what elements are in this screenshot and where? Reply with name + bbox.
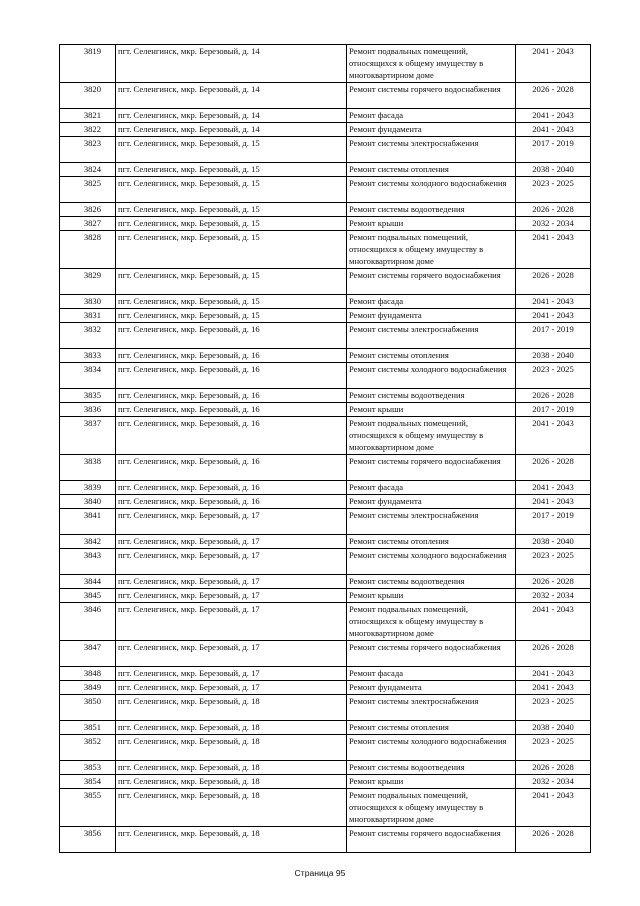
row-number: 3851: [60, 721, 116, 735]
period-cell: 2032 - 2034: [516, 775, 591, 789]
row-number: 3829: [60, 269, 116, 295]
address-cell: пгт. Селенгинск, мкр. Березовый, д. 16: [116, 389, 347, 403]
row-number: 3856: [60, 827, 116, 853]
period-cell: 2041 - 2043: [516, 45, 591, 83]
table-row: [60, 309, 591, 323]
address-cell: пгт. Селенгинск, мкр. Березовый, д. 16: [116, 417, 347, 455]
address-cell: пгт. Селенгинск, мкр. Березовый, д. 14: [116, 123, 347, 137]
row-number: 3823: [60, 137, 116, 163]
address-cell: пгт. Селенгинск, мкр. Березовый, д. 15: [116, 217, 347, 231]
work-type-cell: Ремонт системы водоотведения: [347, 389, 516, 403]
address-cell: пгт. Селенгинск, мкр. Березовый, д. 17: [116, 589, 347, 603]
period-cell: 2026 - 2028: [516, 455, 591, 481]
work-type-cell: Ремонт системы холодного водоснабжения: [347, 735, 516, 761]
period-cell: 2041 - 2043: [516, 109, 591, 123]
address-cell: пгт. Селенгинск, мкр. Березовый, д. 18: [116, 695, 347, 721]
row-number: 3825: [60, 177, 116, 203]
row-number: 3836: [60, 403, 116, 417]
period-cell: 2041 - 2043: [516, 495, 591, 509]
work-type-cell: Ремонт подвальных помещений, относящихся к общему имуществу в многоквартирном доме: [347, 45, 516, 83]
address-cell: пгт. Селенгинск, мкр. Березовый, д. 15: [116, 163, 347, 177]
period-cell: 2038 - 2040: [516, 535, 591, 549]
table-row: [60, 295, 591, 309]
table-row: [60, 403, 591, 417]
table-row: [60, 363, 591, 389]
table-row: [60, 269, 591, 295]
period-cell: 2032 - 2034: [516, 589, 591, 603]
row-number: 3845: [60, 589, 116, 603]
work-type-cell: Ремонт фундамента: [347, 681, 516, 695]
table-row: [60, 45, 591, 83]
table-row: [60, 109, 591, 123]
period-cell: 2041 - 2043: [516, 309, 591, 323]
period-cell: 2017 - 2019: [516, 403, 591, 417]
row-number: 3824: [60, 163, 116, 177]
work-type-cell: Ремонт системы холодного водоснабжения: [347, 363, 516, 389]
address-cell: пгт. Селенгинск, мкр. Березовый, д. 15: [116, 203, 347, 217]
address-cell: пгт. Селенгинск, мкр. Березовый, д. 17: [116, 535, 347, 549]
work-type-cell: Ремонт фасада: [347, 295, 516, 309]
period-cell: 2017 - 2019: [516, 509, 591, 535]
address-cell: пгт. Селенгинск, мкр. Березовый, д. 17: [116, 603, 347, 641]
table-row: [60, 535, 591, 549]
period-cell: 2023 - 2025: [516, 549, 591, 575]
address-cell: пгт. Селенгинск, мкр. Березовый, д. 16: [116, 495, 347, 509]
address-cell: пгт. Селенгинск, мкр. Березовый, д. 16: [116, 363, 347, 389]
period-cell: 2026 - 2028: [516, 389, 591, 403]
period-cell: 2041 - 2043: [516, 667, 591, 681]
address-cell: пгт. Селенгинск, мкр. Березовый, д. 15: [116, 269, 347, 295]
work-type-cell: Ремонт фасада: [347, 481, 516, 495]
row-number: 3839: [60, 481, 116, 495]
work-type-cell: Ремонт крыши: [347, 589, 516, 603]
table-row: [60, 495, 591, 509]
address-cell: пгт. Селенгинск, мкр. Березовый, д. 18: [116, 761, 347, 775]
table-row: [60, 589, 591, 603]
work-type-cell: Ремонт системы отопления: [347, 163, 516, 177]
work-type-cell: Ремонт фундамента: [347, 123, 516, 137]
work-type-cell: Ремонт системы водоотведения: [347, 761, 516, 775]
table-row: [60, 417, 591, 455]
address-cell: пгт. Селенгинск, мкр. Березовый, д. 18: [116, 735, 347, 761]
table-row: [60, 389, 591, 403]
table-row: [60, 203, 591, 217]
row-number: 3830: [60, 295, 116, 309]
address-cell: пгт. Селенгинск, мкр. Березовый, д. 18: [116, 827, 347, 853]
address-cell: пгт. Селенгинск, мкр. Березовый, д. 16: [116, 403, 347, 417]
address-cell: пгт. Селенгинск, мкр. Березовый, д. 14: [116, 109, 347, 123]
table-row: [60, 83, 591, 109]
period-cell: 2026 - 2028: [516, 269, 591, 295]
row-number: 3854: [60, 775, 116, 789]
address-cell: пгт. Селенгинск, мкр. Березовый, д. 16: [116, 481, 347, 495]
period-cell: 2041 - 2043: [516, 681, 591, 695]
work-type-cell: Ремонт фундамента: [347, 309, 516, 323]
table-row: [60, 177, 591, 203]
work-type-cell: Ремонт системы электроснабжения: [347, 695, 516, 721]
period-cell: 2041 - 2043: [516, 231, 591, 269]
row-number: 3834: [60, 363, 116, 389]
address-cell: пгт. Селенгинск, мкр. Березовый, д. 17: [116, 681, 347, 695]
period-cell: 2041 - 2043: [516, 603, 591, 641]
period-cell: 2038 - 2040: [516, 721, 591, 735]
period-cell: 2023 - 2025: [516, 695, 591, 721]
row-number: 3842: [60, 535, 116, 549]
period-cell: 2041 - 2043: [516, 417, 591, 455]
work-type-cell: Ремонт крыши: [347, 217, 516, 231]
table-row: [60, 349, 591, 363]
work-type-cell: Ремонт системы горячего водоснабжения: [347, 455, 516, 481]
row-number: 3844: [60, 575, 116, 589]
table-body: [60, 45, 591, 853]
row-number: 3847: [60, 641, 116, 667]
work-type-cell: Ремонт системы электроснабжения: [347, 509, 516, 535]
row-number: 3827: [60, 217, 116, 231]
table-row: [60, 509, 591, 535]
table-row: [60, 481, 591, 495]
work-type-cell: Ремонт крыши: [347, 775, 516, 789]
period-cell: 2026 - 2028: [516, 827, 591, 853]
row-number: 3852: [60, 735, 116, 761]
table-row: [60, 827, 591, 853]
row-number: 3846: [60, 603, 116, 641]
period-cell: 2032 - 2034: [516, 217, 591, 231]
work-type-cell: Ремонт системы холодного водоснабжения: [347, 177, 516, 203]
work-type-cell: Ремонт подвальных помещений, относящихся к общему имуществу в многоквартирном доме: [347, 417, 516, 455]
work-type-cell: Ремонт фасада: [347, 667, 516, 681]
table-row: [60, 575, 591, 589]
row-number: 3840: [60, 495, 116, 509]
row-number: 3849: [60, 681, 116, 695]
table-row: [60, 641, 591, 667]
address-cell: пгт. Селенгинск, мкр. Березовый, д. 16: [116, 455, 347, 481]
row-number: 3838: [60, 455, 116, 481]
table-row: [60, 775, 591, 789]
period-cell: 2023 - 2025: [516, 735, 591, 761]
period-cell: 2026 - 2028: [516, 575, 591, 589]
row-number: 3831: [60, 309, 116, 323]
table-row: [60, 603, 591, 641]
work-type-cell: Ремонт системы водоотведения: [347, 203, 516, 217]
table-row: [60, 549, 591, 575]
table-row: [60, 761, 591, 775]
address-cell: пгт. Селенгинск, мкр. Березовый, д. 15: [116, 231, 347, 269]
period-cell: 2026 - 2028: [516, 203, 591, 217]
table-row: [60, 323, 591, 349]
table-row: [60, 789, 591, 827]
address-cell: пгт. Селенгинск, мкр. Березовый, д. 14: [116, 45, 347, 83]
period-cell: 2026 - 2028: [516, 641, 591, 667]
address-cell: пгт. Селенгинск, мкр. Березовый, д. 16: [116, 349, 347, 363]
row-number: 3822: [60, 123, 116, 137]
table-row: [60, 163, 591, 177]
work-type-cell: Ремонт системы горячего водоснабжения: [347, 827, 516, 853]
work-type-cell: Ремонт фасада: [347, 109, 516, 123]
address-cell: пгт. Селенгинск, мкр. Березовый, д. 18: [116, 721, 347, 735]
period-cell: 2038 - 2040: [516, 163, 591, 177]
work-type-cell: Ремонт фундамента: [347, 495, 516, 509]
row-number: 3832: [60, 323, 116, 349]
work-type-cell: Ремонт системы водоотведения: [347, 575, 516, 589]
work-type-cell: Ремонт крыши: [347, 403, 516, 417]
work-type-cell: Ремонт системы холодного водоснабжения: [347, 549, 516, 575]
table-row: [60, 667, 591, 681]
address-cell: пгт. Селенгинск, мкр. Березовый, д. 15: [116, 309, 347, 323]
row-number: 3837: [60, 417, 116, 455]
work-type-cell: Ремонт системы электроснабжения: [347, 323, 516, 349]
period-cell: 2038 - 2040: [516, 349, 591, 363]
work-type-cell: Ремонт подвальных помещений, относящихся к общему имуществу в многоквартирном доме: [347, 789, 516, 827]
address-cell: пгт. Селенгинск, мкр. Березовый, д. 17: [116, 549, 347, 575]
table-row: [60, 721, 591, 735]
address-cell: пгт. Селенгинск, мкр. Березовый, д. 15: [116, 177, 347, 203]
table-row: [60, 695, 591, 721]
address-cell: пгт. Селенгинск, мкр. Березовый, д. 15: [116, 295, 347, 309]
row-number: 3819: [60, 45, 116, 83]
period-cell: 2017 - 2019: [516, 323, 591, 349]
table-row: [60, 681, 591, 695]
period-cell: 2041 - 2043: [516, 481, 591, 495]
row-number: 3855: [60, 789, 116, 827]
row-number: 3820: [60, 83, 116, 109]
work-type-cell: Ремонт системы отопления: [347, 721, 516, 735]
period-cell: 2026 - 2028: [516, 83, 591, 109]
table-row: [60, 123, 591, 137]
period-cell: 2041 - 2043: [516, 123, 591, 137]
table-row: [60, 735, 591, 761]
address-cell: пгт. Селенгинск, мкр. Березовый, д. 17: [116, 641, 347, 667]
work-type-cell: Ремонт системы отопления: [347, 349, 516, 363]
row-number: 3821: [60, 109, 116, 123]
repair-schedule-table: [59, 44, 591, 853]
period-cell: 2041 - 2043: [516, 295, 591, 309]
row-number: 3835: [60, 389, 116, 403]
row-number: 3843: [60, 549, 116, 575]
work-type-cell: Ремонт системы горячего водоснабжения: [347, 269, 516, 295]
row-number: 3850: [60, 695, 116, 721]
table-row: [60, 217, 591, 231]
period-cell: 2023 - 2025: [516, 363, 591, 389]
address-cell: пгт. Селенгинск, мкр. Березовый, д. 18: [116, 775, 347, 789]
work-type-cell: Ремонт системы электроснабжения: [347, 137, 516, 163]
row-number: 3848: [60, 667, 116, 681]
row-number: 3841: [60, 509, 116, 535]
period-cell: 2017 - 2019: [516, 137, 591, 163]
work-type-cell: Ремонт подвальных помещений, относящихся к общему имуществу в многоквартирном доме: [347, 231, 516, 269]
row-number: 3828: [60, 231, 116, 269]
row-number: 3833: [60, 349, 116, 363]
table-row: [60, 455, 591, 481]
period-cell: 2026 - 2028: [516, 761, 591, 775]
address-cell: пгт. Селенгинск, мкр. Березовый, д. 18: [116, 789, 347, 827]
work-type-cell: Ремонт подвальных помещений, относящихся к общему имуществу в многоквартирном доме: [347, 603, 516, 641]
row-number: 3853: [60, 761, 116, 775]
period-cell: 2041 - 2043: [516, 789, 591, 827]
address-cell: пгт. Селенгинск, мкр. Березовый, д. 17: [116, 575, 347, 589]
work-type-cell: Ремонт системы горячего водоснабжения: [347, 641, 516, 667]
row-number: 3826: [60, 203, 116, 217]
table-row: [60, 137, 591, 163]
work-type-cell: Ремонт системы отопления: [347, 535, 516, 549]
period-cell: 2023 - 2025: [516, 177, 591, 203]
address-cell: пгт. Селенгинск, мкр. Березовый, д. 16: [116, 323, 347, 349]
table-row: [60, 231, 591, 269]
address-cell: пгт. Селенгинск, мкр. Березовый, д. 17: [116, 509, 347, 535]
address-cell: пгт. Селенгинск, мкр. Березовый, д. 17: [116, 667, 347, 681]
work-type-cell: Ремонт системы горячего водоснабжения: [347, 83, 516, 109]
address-cell: пгт. Селенгинск, мкр. Березовый, д. 15: [116, 137, 347, 163]
address-cell: пгт. Селенгинск, мкр. Березовый, д. 14: [116, 83, 347, 109]
page-number: Страница 95: [294, 868, 346, 878]
